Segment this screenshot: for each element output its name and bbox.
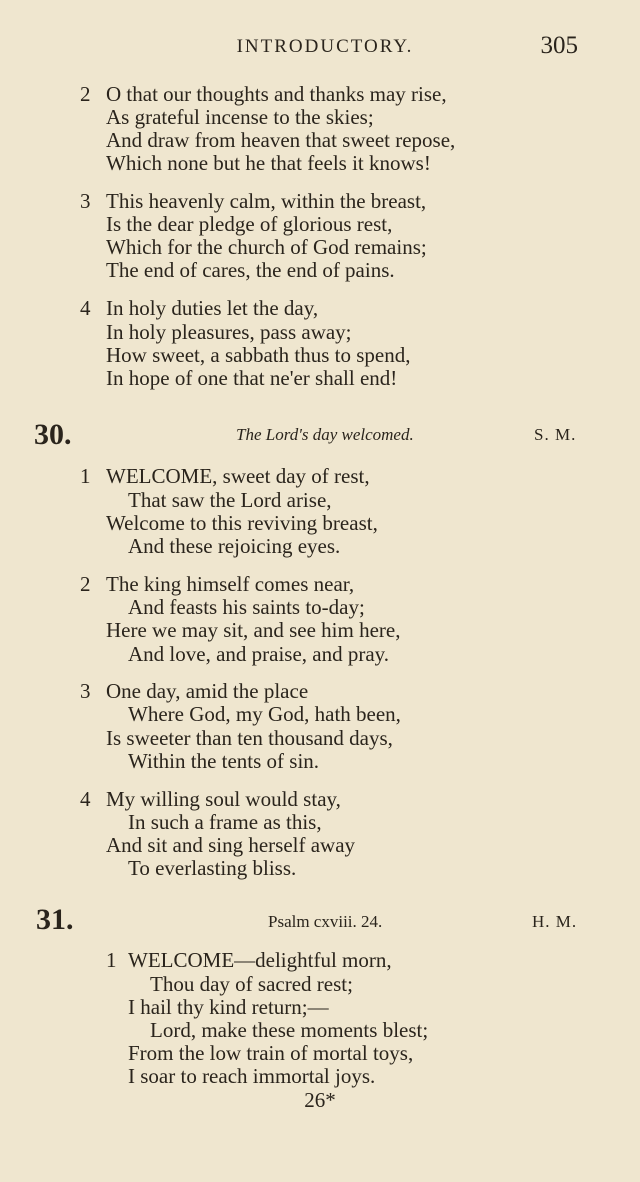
verse-line: In holy pleasures, pass away; xyxy=(106,320,352,344)
verse-line: WELCOME—delightful morn, xyxy=(128,948,392,972)
verse-line: This heavenly calm, within the breast, xyxy=(106,189,427,213)
verse-line: And feasts his saints to-day; xyxy=(128,595,365,619)
verse-number: 2 xyxy=(80,572,91,596)
verse-line: I hail thy kind return;— xyxy=(128,995,329,1019)
verse-line: Where God, my God, hath been, xyxy=(128,702,401,726)
hymn-meter: H. M. xyxy=(532,912,578,931)
verse-line: Which for the church of God remains; xyxy=(106,235,427,259)
verse-number: 3 xyxy=(80,189,91,213)
page-number: 305 xyxy=(540,32,578,59)
verse-number: 2 xyxy=(80,82,91,106)
verse-number: 4 xyxy=(80,296,91,320)
verse-line: Which none but he that feels it knows! xyxy=(106,151,431,175)
verse-number: 4 xyxy=(80,787,91,811)
verse-line: Welcome to this reviving breast, xyxy=(106,511,378,535)
running-title: INTRODUCTORY. xyxy=(236,36,414,57)
hymn-meter: S. M. xyxy=(534,425,577,444)
verse-line: WELCOME, sweet day of rest, xyxy=(106,464,370,488)
verse-line: And these rejoicing eyes. xyxy=(128,534,341,558)
verse-line: In such a frame as this, xyxy=(128,810,322,834)
verse-line: Here we may sit, and see him here, xyxy=(106,618,401,642)
signature-mark: 26* xyxy=(304,1088,336,1112)
verse-line: One day, amid the place xyxy=(106,679,309,703)
verse-line: And draw from heaven that sweet repose, xyxy=(106,128,456,152)
verse-line: Lord, make these moments blest; xyxy=(150,1018,429,1042)
verse-line: As grateful incense to the skies; xyxy=(106,105,374,129)
verse-number: 3 xyxy=(80,679,91,703)
verse-line: The end of cares, the end of pains. xyxy=(106,258,395,282)
hymn-reference: Psalm cxviii. 24. xyxy=(268,912,383,931)
verse-line: Thou day of sacred rest; xyxy=(150,972,353,996)
verse-line: My willing soul would stay, xyxy=(106,787,341,811)
verse-line: Is the dear pledge of glorious rest, xyxy=(106,212,393,236)
verse-line: And sit and sing herself away xyxy=(106,833,356,857)
verse-line: In hope of one that ne'er shall end! xyxy=(106,366,398,390)
verse-number: 1 xyxy=(106,948,117,972)
verse-line: That saw the Lord arise, xyxy=(128,488,332,512)
verse-line: Is sweeter than ten thousand days, xyxy=(106,726,393,750)
verse-line: And love, and praise, and pray. xyxy=(128,642,390,666)
verse-line: Within the tents of sin. xyxy=(128,749,320,773)
verse-line: How sweet, a sabbath thus to spend, xyxy=(106,343,411,367)
verse-number: 1 xyxy=(80,464,91,488)
hymn-number: 31. xyxy=(36,903,74,936)
verse-line: I soar to reach immortal joys. xyxy=(128,1064,376,1088)
hymn-number: 30. xyxy=(34,418,72,451)
verse-line: In holy duties let the day, xyxy=(106,296,319,320)
verse-line: From the low train of mortal toys, xyxy=(128,1041,414,1065)
verse-line: To everlasting bliss. xyxy=(128,856,297,880)
verse-line: O that our thoughts and thanks may rise, xyxy=(106,82,447,106)
hymn-title: The Lord's day welcomed. xyxy=(236,425,414,444)
verse-line: The king himself comes near, xyxy=(106,572,355,596)
